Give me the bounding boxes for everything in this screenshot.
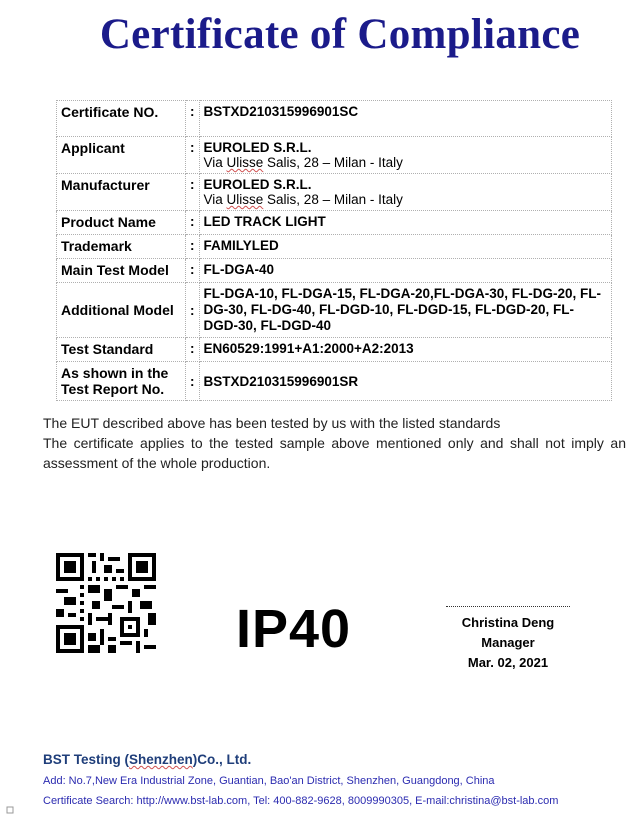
signatory-date: Mar. 02, 2021 — [467, 655, 549, 670]
label-manufacturer: Manufacturer — [57, 174, 186, 211]
company-name: BST Testing (Shenzhen)Co., Ltd. — [43, 752, 252, 767]
label-applicant: Applicant — [57, 137, 186, 174]
separator: : — [186, 235, 200, 259]
row-applicant — [57, 137, 612, 174]
separator: : — [186, 211, 200, 235]
statement-tested: The EUT described above has been tested by us with the listed standards — [43, 415, 501, 431]
separator: : — [186, 283, 200, 338]
label-main-test-model: Main Test Model — [57, 259, 186, 283]
value-main-test-model: FL-DGA-40 — [199, 259, 612, 283]
row-test-report-no — [57, 362, 612, 401]
label-trademark: Trademark — [57, 235, 186, 259]
qr-code — [56, 553, 156, 653]
signature-line — [446, 606, 570, 607]
value-product-name: LED TRACK LIGHT — [199, 211, 612, 235]
value-test-report-no: BSTXD210315996901SR — [199, 362, 612, 401]
value-additional-model: FL-DGA-10, FL-DGA-15, FL-DGA-20,FL-DGA-30, FL-DG-20, FL-DG-30, FL-DG-40, FL-DGD-10, FL-DGD-15, FL-DGD-20, FL-DGD-30, FL-DGD-40 — [199, 283, 612, 338]
page-corner-icon — [6, 806, 16, 814]
label-test-report-no: As shown in the Test Report No. — [57, 362, 186, 401]
ip-rating: IP40 — [236, 599, 352, 659]
signatory-role: Manager — [481, 635, 535, 650]
certificate-details-table — [56, 100, 612, 401]
value-manufacturer — [199, 174, 612, 211]
label-additional-model: Additional Model — [57, 283, 186, 338]
row-manufacturer — [57, 174, 612, 211]
applicant-address: Via Ulisse Salis, 28 – Milan - Italy — [203, 155, 403, 170]
manufacturer-name: EUROLED S.R.L. — [203, 177, 312, 192]
manufacturer-address: Via Ulisse Salis, 28 – Milan - Italy — [203, 192, 403, 207]
row-main-test-model — [57, 259, 612, 283]
certificate-title: Certificate of Compliance — [99, 11, 581, 58]
company-address: Add: No.7,New Era Industrial Zone, Guantian, Bao'an District, Shenzhen, Guangdong, China — [43, 775, 495, 787]
row-test-standard — [57, 338, 612, 362]
separator: : — [186, 137, 200, 174]
applicant-name: EUROLED S.R.L. — [203, 140, 312, 155]
row-trademark — [57, 235, 612, 259]
value-trademark: FAMILYLED — [199, 235, 612, 259]
row-certificate-no — [57, 101, 612, 137]
separator: : — [186, 101, 200, 137]
value-certificate-no: BSTXD210315996901SC — [199, 101, 612, 137]
label-product-name: Product Name — [57, 211, 186, 235]
separator: : — [186, 259, 200, 283]
label-test-standard: Test Standard — [57, 338, 186, 362]
separator: : — [186, 174, 200, 211]
value-test-standard: EN60529:1991+A1:2000+A2:2013 — [199, 338, 612, 362]
company-contact: Certificate Search: http://www.bst-lab.com, Tel: 400-882-9628, 8009990305, E-mail:christina@bst-lab.com — [43, 795, 559, 807]
separator: : — [186, 338, 200, 362]
row-product-name — [57, 211, 612, 235]
separator: : — [186, 362, 200, 401]
label-certificate-no: Certificate NO. — [57, 101, 186, 137]
signatory-name: Christina Deng — [461, 615, 555, 630]
row-additional-model — [57, 283, 612, 338]
value-applicant — [199, 137, 612, 174]
statement-scope: The certificate applies to the tested sample above mentioned only and shall not imply an assessment of the whole production. — [43, 435, 626, 471]
